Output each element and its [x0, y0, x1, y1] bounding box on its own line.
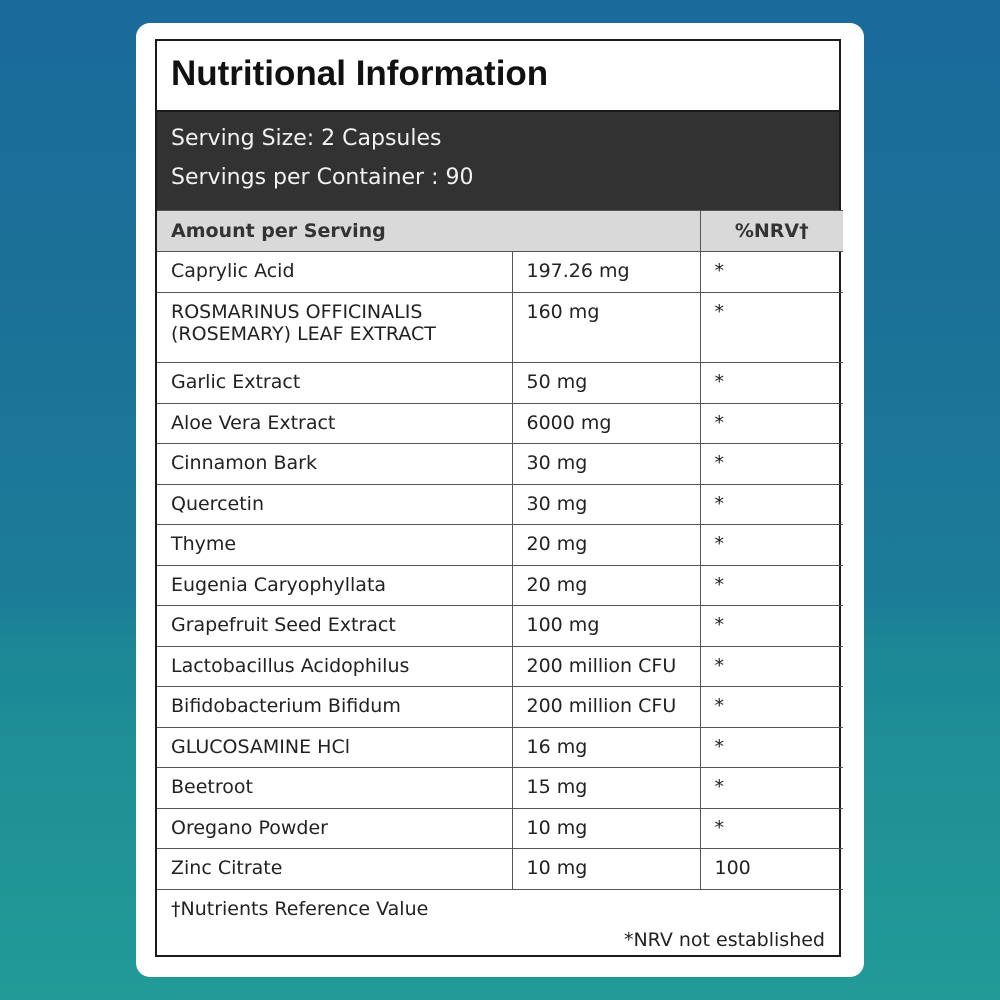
nutrient-name-cell: ROSMARINUS OFFICINALIS (ROSEMARY) LEAF EXTRACT [157, 292, 512, 363]
nutrient-amount-cell: 6000 mg [512, 403, 700, 444]
table-row [157, 403, 843, 444]
nutrient-name-cell: Garlic Extract [157, 363, 512, 404]
nrv-footnote: †Nutrients Reference Value [171, 898, 429, 920]
nutrient-nrv-cell: * [700, 727, 843, 768]
table-row [157, 252, 843, 293]
nutrient-name-cell: Thyme [157, 525, 512, 566]
nutrient-amount-cell: 100 mg [512, 606, 700, 647]
nutrient-name-cell: Grapefruit Seed Extract [157, 606, 512, 647]
nutrient-nrv-cell: * [700, 525, 843, 566]
table-row [157, 808, 843, 849]
nutrient-nrv-cell: 100 [700, 849, 843, 890]
nutrient-name-cell: Cinnamon Bark [157, 444, 512, 485]
table-row [157, 444, 843, 485]
nutrient-amount-cell: 20 mg [512, 525, 700, 566]
nutrient-name-cell: Aloe Vera Extract [157, 403, 512, 444]
nutrient-amount-cell: 160 mg [512, 292, 700, 363]
page-title: Nutritional Information [171, 54, 549, 93]
nutrient-amount-cell: 200 million CFU [512, 646, 700, 687]
table-row [157, 525, 843, 566]
nutrient-rows [157, 252, 843, 890]
nutrient-amount-cell: 200 million CFU [512, 687, 700, 728]
table-row [157, 646, 843, 687]
nrv-header: %NRV† [700, 211, 843, 252]
nutrition-card [136, 23, 864, 977]
nutrient-name-cell: Caprylic Acid [157, 252, 512, 293]
nutrient-nrv-cell: * [700, 444, 843, 485]
nutrient-nrv-cell: * [700, 363, 843, 404]
not-established-footnote: *NRV not established [623, 929, 825, 951]
serving-info [157, 112, 839, 210]
table-row [157, 687, 843, 728]
table-row [157, 768, 843, 809]
table-row [157, 606, 843, 647]
nutrient-nrv-cell: * [700, 565, 843, 606]
nutrient-amount-cell: 50 mg [512, 363, 700, 404]
nutrient-nrv-cell: * [700, 292, 843, 363]
nutrient-amount-cell: 15 mg [512, 768, 700, 809]
nutrient-name-cell: Lactobacillus Acidophilus [157, 646, 512, 687]
nutrient-name-cell: Quercetin [157, 484, 512, 525]
nutrient-nrv-cell: * [700, 484, 843, 525]
nutrient-name-cell: Beetroot [157, 768, 512, 809]
servings-per-container: Servings per Container : 90 [171, 165, 474, 190]
table-header-row [157, 211, 843, 252]
nutrient-nrv-cell: * [700, 768, 843, 809]
nutrient-name-cell: Bifidobacterium Bifidum [157, 687, 512, 728]
nutrition-label [155, 39, 841, 957]
nutrient-name-cell: Zinc Citrate [157, 849, 512, 890]
table-row [157, 849, 843, 890]
table-row [157, 727, 843, 768]
nutrient-table [157, 210, 843, 890]
nutrient-nrv-cell: * [700, 687, 843, 728]
nutrient-nrv-cell: * [700, 403, 843, 444]
table-row [157, 484, 843, 525]
label-footer [157, 889, 839, 955]
nutrient-amount-cell: 30 mg [512, 444, 700, 485]
title-bar [157, 41, 839, 112]
table-row [157, 565, 843, 606]
nutrient-amount-cell: 30 mg [512, 484, 700, 525]
table-row [157, 292, 843, 363]
nutrient-nrv-cell: * [700, 808, 843, 849]
nutrient-amount-cell: 16 mg [512, 727, 700, 768]
table-row [157, 363, 843, 404]
nutrient-amount-cell: 197.26 mg [512, 252, 700, 293]
nutrient-nrv-cell: * [700, 606, 843, 647]
nutrient-name-cell: GLUCOSAMINE HCl [157, 727, 512, 768]
nutrient-nrv-cell: * [700, 646, 843, 687]
nutrient-name-cell: Oregano Powder [157, 808, 512, 849]
nutrient-nrv-cell: * [700, 252, 843, 293]
serving-size: Serving Size: 2 Capsules [171, 126, 442, 151]
amount-header: Amount per Serving [157, 211, 700, 252]
nutrient-amount-cell: 10 mg [512, 849, 700, 890]
nutrient-name-cell: Eugenia Caryophyllata [157, 565, 512, 606]
nutrient-amount-cell: 10 mg [512, 808, 700, 849]
nutrient-amount-cell: 20 mg [512, 565, 700, 606]
